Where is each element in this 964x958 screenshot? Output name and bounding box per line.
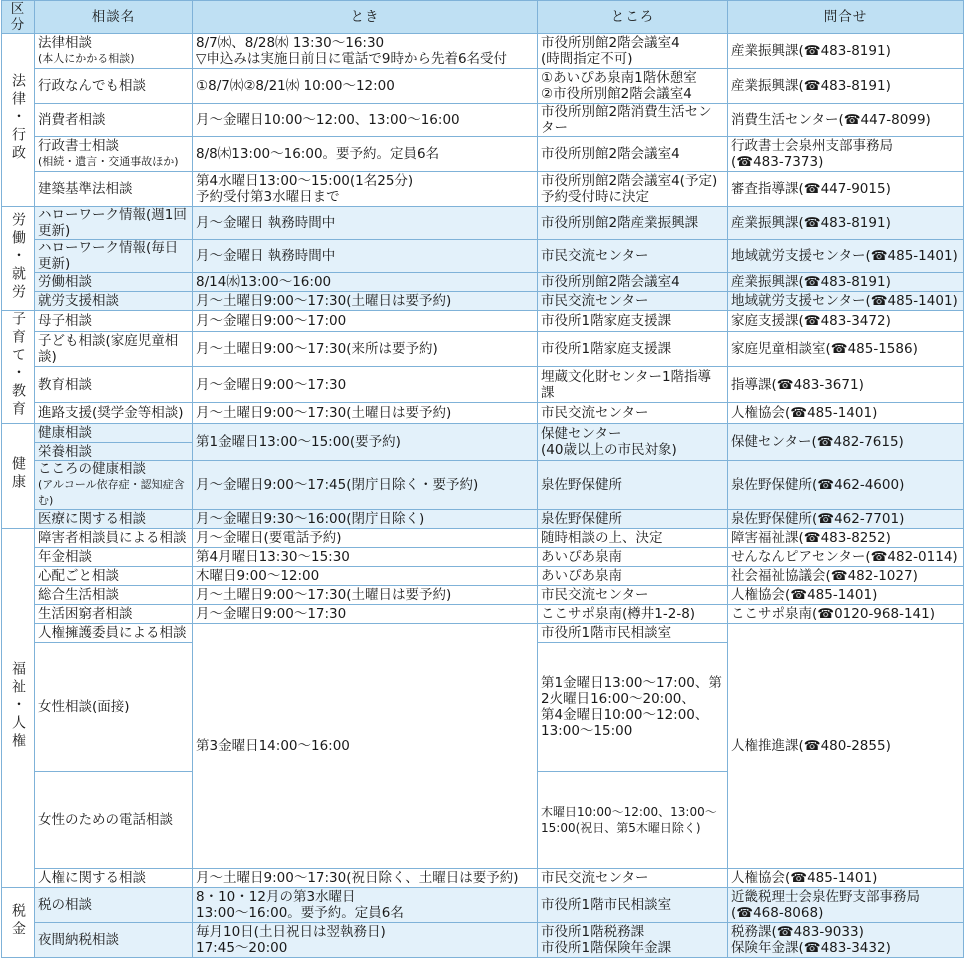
consultation-name xyxy=(35,207,193,240)
category-cell xyxy=(2,311,35,424)
table-row xyxy=(2,292,964,311)
consultation-name xyxy=(35,461,193,510)
cell-line: 木曜日9:00〜12:00 xyxy=(196,568,320,584)
contact-cell xyxy=(728,624,964,869)
cell-line: 法律相談 xyxy=(38,35,92,51)
cell-line: 家庭児童相談室(☎485-1586) xyxy=(731,341,918,358)
when-cell xyxy=(193,207,538,240)
consultation-name xyxy=(35,888,193,923)
consultation-name xyxy=(35,311,193,332)
cell-line: 予約受付第3水曜日まで xyxy=(196,189,340,205)
cell-line: ハローワーク情報(毎日更新) xyxy=(38,240,179,272)
cell-line: 第1金曜日13:00〜17:00、第2火曜日16:00〜20:00、 xyxy=(541,675,722,707)
when-cell xyxy=(193,510,538,529)
cell-line: 市民交流センター xyxy=(541,405,649,422)
cell-line: (本人にかかる相談) xyxy=(38,52,135,65)
cell-line: 税務課(☎483-9033) xyxy=(731,924,864,940)
table-row xyxy=(2,624,964,643)
cell-line: 保健センター(☎482-7615) xyxy=(731,434,904,450)
consultation-name xyxy=(35,34,193,69)
contact-cell xyxy=(728,69,964,104)
category-cell xyxy=(2,34,35,207)
cell-line: 生活困窮者相談 xyxy=(38,606,133,622)
cell-line: 産業振興課(☎483-8191) xyxy=(731,43,891,59)
where-cell xyxy=(538,207,728,240)
cell-line: 木曜日10:00〜12:00、13:00〜15:00(祝日、第5木曜日除く) xyxy=(541,805,717,835)
consultation-name xyxy=(35,529,193,548)
where-cell xyxy=(538,69,728,104)
when-cell xyxy=(193,292,538,311)
cell-line: 月〜土曜日9:00〜17:30(土曜日は要予約) xyxy=(196,405,452,422)
category-label: 福祉・人権 xyxy=(10,661,26,751)
cell-line: 随時相談の上、決定 xyxy=(541,530,663,546)
cell-line: 教育相談 xyxy=(38,376,92,393)
consultation-table xyxy=(1,0,964,958)
contact-cell xyxy=(728,137,964,172)
consultation-name xyxy=(35,403,193,424)
when-cell xyxy=(193,69,538,104)
contact-cell xyxy=(728,34,964,69)
cell-line: 税の相談 xyxy=(38,897,92,913)
when-cell xyxy=(193,567,538,586)
contact-cell xyxy=(728,510,964,529)
where-cell xyxy=(538,529,728,548)
where-cell xyxy=(538,605,728,624)
cell-line: せんなんピアセンター(☎482-0114) xyxy=(731,549,958,565)
cell-line: 市役所1階家庭支援課 xyxy=(541,312,672,329)
when-cell xyxy=(193,869,538,888)
cell-line: 行政書士会泉州支部事務局 xyxy=(731,138,893,154)
when-cell xyxy=(193,624,538,869)
where-cell xyxy=(538,510,728,529)
category-cell xyxy=(2,529,35,888)
cell-line: 夜間納税相談 xyxy=(38,932,119,948)
contact-cell xyxy=(728,461,964,510)
where-cell xyxy=(538,424,728,461)
cell-line: 月〜土曜日9:00〜17:30(土曜日は要予約) xyxy=(196,293,452,309)
consultation-name xyxy=(35,273,193,292)
cell-line: ハローワーク情報(週1回更新) xyxy=(38,207,187,239)
cell-line: 8/7㈬、8/28㈬ 13:30〜16:30 xyxy=(196,35,385,51)
when-cell xyxy=(193,529,538,548)
consultation-name xyxy=(35,772,193,869)
consultation-name xyxy=(35,292,193,311)
contact-cell xyxy=(728,292,964,311)
consultation-name xyxy=(35,548,193,567)
consultation-name xyxy=(35,624,193,643)
when-cell xyxy=(193,923,538,958)
table-row xyxy=(2,273,964,292)
table-row xyxy=(2,311,964,332)
contact-cell xyxy=(728,207,964,240)
cell-line: 総合生活相談 xyxy=(38,587,119,603)
contact-cell xyxy=(728,586,964,605)
table-row xyxy=(2,888,964,923)
cell-line: 産業振興課(☎483-8191) xyxy=(731,274,891,290)
header-category: 区分 xyxy=(2,1,35,34)
when-cell xyxy=(193,367,538,403)
when-cell xyxy=(193,403,538,424)
cell-line: 建築基準法相談 xyxy=(38,181,133,197)
table-row xyxy=(2,510,964,529)
cell-line: ①あいぴあ泉南1階休憩室 xyxy=(541,70,697,86)
table-row xyxy=(2,424,964,443)
cell-line: (☎468-8068) xyxy=(731,905,824,921)
where-cell xyxy=(538,888,728,923)
table-row xyxy=(2,586,964,605)
consultation-name xyxy=(35,331,193,367)
category-label: 子育て・教育 xyxy=(10,311,26,419)
consultation-name xyxy=(35,510,193,529)
cell-line: 進路支援(奨学金等相談) xyxy=(38,405,184,422)
cell-line: 月〜金曜日10:00〜12:00、13:00〜16:00 xyxy=(196,112,460,128)
contact-cell xyxy=(728,869,964,888)
table-row xyxy=(2,461,964,510)
cell-line: こころの健康相談 xyxy=(38,461,146,477)
cell-line: 8/8㈭13:00〜16:00。要予約。定員6名 xyxy=(196,146,440,162)
cell-line: ②市役所別館2階会議室4 xyxy=(541,86,692,102)
cell-line: 地域就労支援センター(☎485-1401) xyxy=(731,293,958,309)
category-label: 法律・行政 xyxy=(10,73,26,163)
consultation-name xyxy=(35,172,193,207)
cell-line: (時間指定不可) xyxy=(541,51,633,67)
cell-line: 人権協会(☎485-1401) xyxy=(731,587,878,603)
cell-line: 審査指導課(☎447-9015) xyxy=(731,181,891,197)
cell-line: 月〜金曜日9:00〜17:30 xyxy=(196,376,347,393)
where-cell xyxy=(538,311,728,332)
when-cell xyxy=(193,605,538,624)
when-cell xyxy=(193,548,538,567)
cell-line: 母子相談 xyxy=(38,312,92,329)
cell-line: 泉佐野保健所(☎462-4600) xyxy=(731,477,905,493)
cell-line: 市役所別館2階会議室4(予定) xyxy=(541,173,718,189)
cell-line: 行政なんでも相談 xyxy=(38,78,146,94)
cell-line: ①8/7㈬②8/21㈬ 10:00〜12:00 xyxy=(196,78,395,94)
cell-line: 市役所1階家庭支援課 xyxy=(541,341,672,358)
cell-line: 月〜金曜日(要電話予約) xyxy=(196,530,342,546)
where-cell xyxy=(538,240,728,273)
cell-line: 泉佐野保健所 xyxy=(541,511,622,527)
when-cell xyxy=(193,240,538,273)
cell-line: 産業振興課(☎483-8191) xyxy=(731,78,891,94)
contact-cell xyxy=(728,923,964,958)
contact-cell xyxy=(728,888,964,923)
where-cell xyxy=(538,624,728,643)
table-row xyxy=(2,367,964,403)
consultation-name xyxy=(35,923,193,958)
table-row xyxy=(2,104,964,137)
cell-line: ここサポ泉南(☎0120-968-141) xyxy=(731,606,935,622)
cell-line: 健康相談 xyxy=(38,425,92,441)
cell-line: ここサポ泉南(樽井1-2-8) xyxy=(541,606,696,622)
contact-cell xyxy=(728,273,964,292)
table-row xyxy=(2,240,964,273)
table-row xyxy=(2,331,964,367)
cell-line: 市役所別館2階産業振興課 xyxy=(541,215,699,231)
where-cell xyxy=(538,923,728,958)
cell-line: 予約受付時に決定 xyxy=(541,189,649,205)
cell-line: 人権擁護委員による相談 xyxy=(38,625,187,641)
where-cell xyxy=(538,292,728,311)
when-cell xyxy=(193,311,538,332)
when-cell xyxy=(193,586,538,605)
contact-cell xyxy=(728,529,964,548)
cell-line: 月〜金曜日9:00〜17:45(閉庁日除く・要予約) xyxy=(196,477,479,493)
where-cell xyxy=(538,273,728,292)
cell-line: 人権協会(☎485-1401) xyxy=(731,405,878,422)
when-cell xyxy=(193,888,538,923)
header-contact: 問合せ xyxy=(728,1,964,34)
when-cell xyxy=(193,172,538,207)
contact-cell xyxy=(728,172,964,207)
cell-line: 障害福祉課(☎483-8252) xyxy=(731,530,891,546)
when-cell xyxy=(193,331,538,367)
category-cell xyxy=(2,207,35,311)
cell-line: 消費者相談 xyxy=(38,112,106,128)
contact-cell xyxy=(728,605,964,624)
where-cell xyxy=(538,104,728,137)
when-cell xyxy=(538,772,728,869)
cell-line: 行政書士相談 xyxy=(38,138,119,154)
cell-line: 保険年金課(☎483-3432) xyxy=(731,940,891,956)
cell-line: (40歳以上の市民対象) xyxy=(541,442,677,458)
cell-line: 月〜金曜日 執務時間中 xyxy=(196,248,336,264)
cell-line: 栄養相談 xyxy=(38,443,92,460)
cell-line: 市役所1階保険年金課 xyxy=(541,940,672,956)
category-cell xyxy=(2,424,35,529)
cell-line: 消費生活センター(☎447-8099) xyxy=(731,112,931,128)
cell-line: 障害者相談員による相談 xyxy=(38,530,187,546)
where-cell xyxy=(538,567,728,586)
cell-line: 第3金曜日14:00〜16:00 xyxy=(196,738,350,754)
contact-cell xyxy=(728,104,964,137)
cell-line: 指導課(☎483-3671) xyxy=(731,376,864,393)
table-row xyxy=(2,923,964,958)
cell-line: 労働相談 xyxy=(38,274,92,290)
cell-line: 月〜土曜日9:00〜17:30(祝日除く、土曜日は要予約) xyxy=(196,870,519,886)
category-cell xyxy=(2,888,35,958)
cell-line: 保健センター xyxy=(541,426,622,442)
cell-line: 月〜金曜日 執務時間中 xyxy=(196,215,336,231)
cell-line: 社会福祉協議会(☎482-1027) xyxy=(731,568,918,584)
cell-line: 8・10・12月の第3水曜日 xyxy=(196,889,356,905)
where-cell xyxy=(538,367,728,403)
contact-cell xyxy=(728,403,964,424)
table-row xyxy=(2,548,964,567)
cell-line: 市役所別館2階会議室4 xyxy=(541,274,680,290)
table-body xyxy=(2,34,964,958)
header-when: とき xyxy=(193,1,538,34)
where-cell xyxy=(538,34,728,69)
cell-line: 第4月曜日13:30〜15:30 xyxy=(196,549,350,565)
cell-line: 市民交流センター xyxy=(541,248,649,264)
table-row xyxy=(2,403,964,424)
table-row xyxy=(2,529,964,548)
cell-line: 産業振興課(☎483-8191) xyxy=(731,215,891,231)
consultation-name xyxy=(35,104,193,137)
consultation-name xyxy=(35,605,193,624)
table-row xyxy=(2,172,964,207)
cell-line: 17:45〜20:00 xyxy=(196,940,288,956)
consultation-name xyxy=(35,69,193,104)
cell-line: 第4金曜日10:00〜12:00、13:00〜15:00 xyxy=(541,707,709,739)
cell-line: 年金相談 xyxy=(38,549,92,565)
when-cell xyxy=(193,34,538,69)
table-row xyxy=(2,207,964,240)
where-cell xyxy=(538,137,728,172)
cell-line: (アルコール依存症・認知症含む) xyxy=(38,478,185,507)
consultation-name xyxy=(35,869,193,888)
cell-line: 8/14㈬13:00〜16:00 xyxy=(196,274,332,290)
cell-line: 就労支援相談 xyxy=(38,293,119,309)
cell-line: 人権に関する相談 xyxy=(38,870,146,886)
table-row xyxy=(2,69,964,104)
contact-cell xyxy=(728,424,964,461)
consultation-name xyxy=(35,567,193,586)
cell-line: 埋蔵文化財センター1階指導課 xyxy=(541,368,712,401)
cell-line: 市役所1階市民相談室 xyxy=(541,625,672,641)
table-row xyxy=(2,34,964,69)
table-row xyxy=(2,137,964,172)
where-cell xyxy=(538,403,728,424)
cell-line: 女性相談(面接) xyxy=(38,699,130,715)
cell-line: (☎483-7373) xyxy=(731,154,824,170)
contact-cell xyxy=(728,331,964,367)
category-label: 健康 xyxy=(10,456,26,492)
consultation-name xyxy=(35,643,193,772)
where-cell xyxy=(538,331,728,367)
where-cell xyxy=(538,586,728,605)
where-cell xyxy=(538,461,728,510)
when-cell xyxy=(193,424,538,461)
header-row xyxy=(2,1,964,34)
cell-line: 月〜金曜日9:00〜17:30 xyxy=(196,606,347,622)
cell-line: 女性のための電話相談 xyxy=(38,812,173,828)
cell-line: 毎月10日(土日祝日は翌執務日) xyxy=(196,924,386,940)
cell-line: 市民交流センター xyxy=(541,870,649,886)
cell-line: 子ども相談(家庭児童相談) xyxy=(38,333,179,366)
cell-line: 市役所別館2階会議室4 xyxy=(541,35,680,51)
when-cell xyxy=(193,104,538,137)
cell-line: 13:00〜16:00。要予約。定員6名 xyxy=(196,905,404,921)
cell-line: あいぴあ泉南 xyxy=(541,549,622,565)
cell-line: 月〜金曜日9:00〜17:00 xyxy=(196,312,347,329)
consultation-name xyxy=(35,240,193,273)
when-cell xyxy=(538,643,728,772)
cell-line: 市民交流センター xyxy=(541,587,649,603)
consultation-name xyxy=(35,424,193,443)
cell-line: ▽申込みは実施日前日に電話で9時から先着6名受付 xyxy=(196,51,508,67)
cell-line: 人権推進課(☎480-2855) xyxy=(731,738,891,754)
cell-line: 月〜土曜日9:00〜17:30(土曜日は要予約) xyxy=(196,587,452,603)
cell-line: 市役所1階税務課 xyxy=(541,924,645,940)
header-where: ところ xyxy=(538,1,728,34)
where-cell xyxy=(538,172,728,207)
category-label: 税金 xyxy=(10,902,26,939)
contact-cell xyxy=(728,311,964,332)
table-row xyxy=(2,605,964,624)
cell-line: 泉佐野保健所 xyxy=(541,477,622,493)
cell-line: 市役所別館2階消費生活センター xyxy=(541,104,712,136)
cell-line: 市民交流センター xyxy=(541,293,649,309)
cell-line: 泉佐野保健所(☎462-7701) xyxy=(731,511,905,527)
contact-cell xyxy=(728,367,964,403)
contact-cell xyxy=(728,567,964,586)
cell-line: 心配ごと相談 xyxy=(38,568,119,584)
when-cell xyxy=(193,461,538,510)
cell-line: 第1金曜日13:00〜15:00(要予約) xyxy=(196,434,401,450)
cell-line: 市役所別館2階会議室4 xyxy=(541,146,680,162)
table-row xyxy=(2,567,964,586)
when-cell xyxy=(193,273,538,292)
cell-line: 人権協会(☎485-1401) xyxy=(731,870,878,886)
cell-line: 月〜土曜日9:00〜17:30(来所は要予約) xyxy=(196,341,438,358)
when-cell xyxy=(193,137,538,172)
table-row xyxy=(2,869,964,888)
where-cell xyxy=(538,548,728,567)
cell-line: 家庭支援課(☎483-3472) xyxy=(731,312,891,329)
header-name: 相談名 xyxy=(35,1,193,34)
contact-cell xyxy=(728,548,964,567)
cell-line: 地域就労支援センター(☎485-1401) xyxy=(731,248,958,264)
cell-line: 医療に関する相談 xyxy=(38,511,146,527)
cell-line: 近畿税理士会泉佐野支部事務局 xyxy=(731,889,920,905)
consultation-name xyxy=(35,443,193,461)
cell-line: 第4水曜日13:00〜15:00(1名25分) xyxy=(196,173,414,189)
cell-line: あいぴあ泉南 xyxy=(541,568,622,584)
consultation-name xyxy=(35,367,193,403)
cell-line: 月〜金曜日9:30〜16:00(閉庁日除く) xyxy=(196,511,425,527)
cell-line: (相続・遺言・交通事故ほか) xyxy=(38,155,179,168)
cell-line: 市役所1階市民相談室 xyxy=(541,897,672,913)
contact-cell xyxy=(728,240,964,273)
where-cell xyxy=(538,869,728,888)
category-label: 労働・就労 xyxy=(10,211,26,302)
consultation-name xyxy=(35,586,193,605)
consultation-name xyxy=(35,137,193,172)
